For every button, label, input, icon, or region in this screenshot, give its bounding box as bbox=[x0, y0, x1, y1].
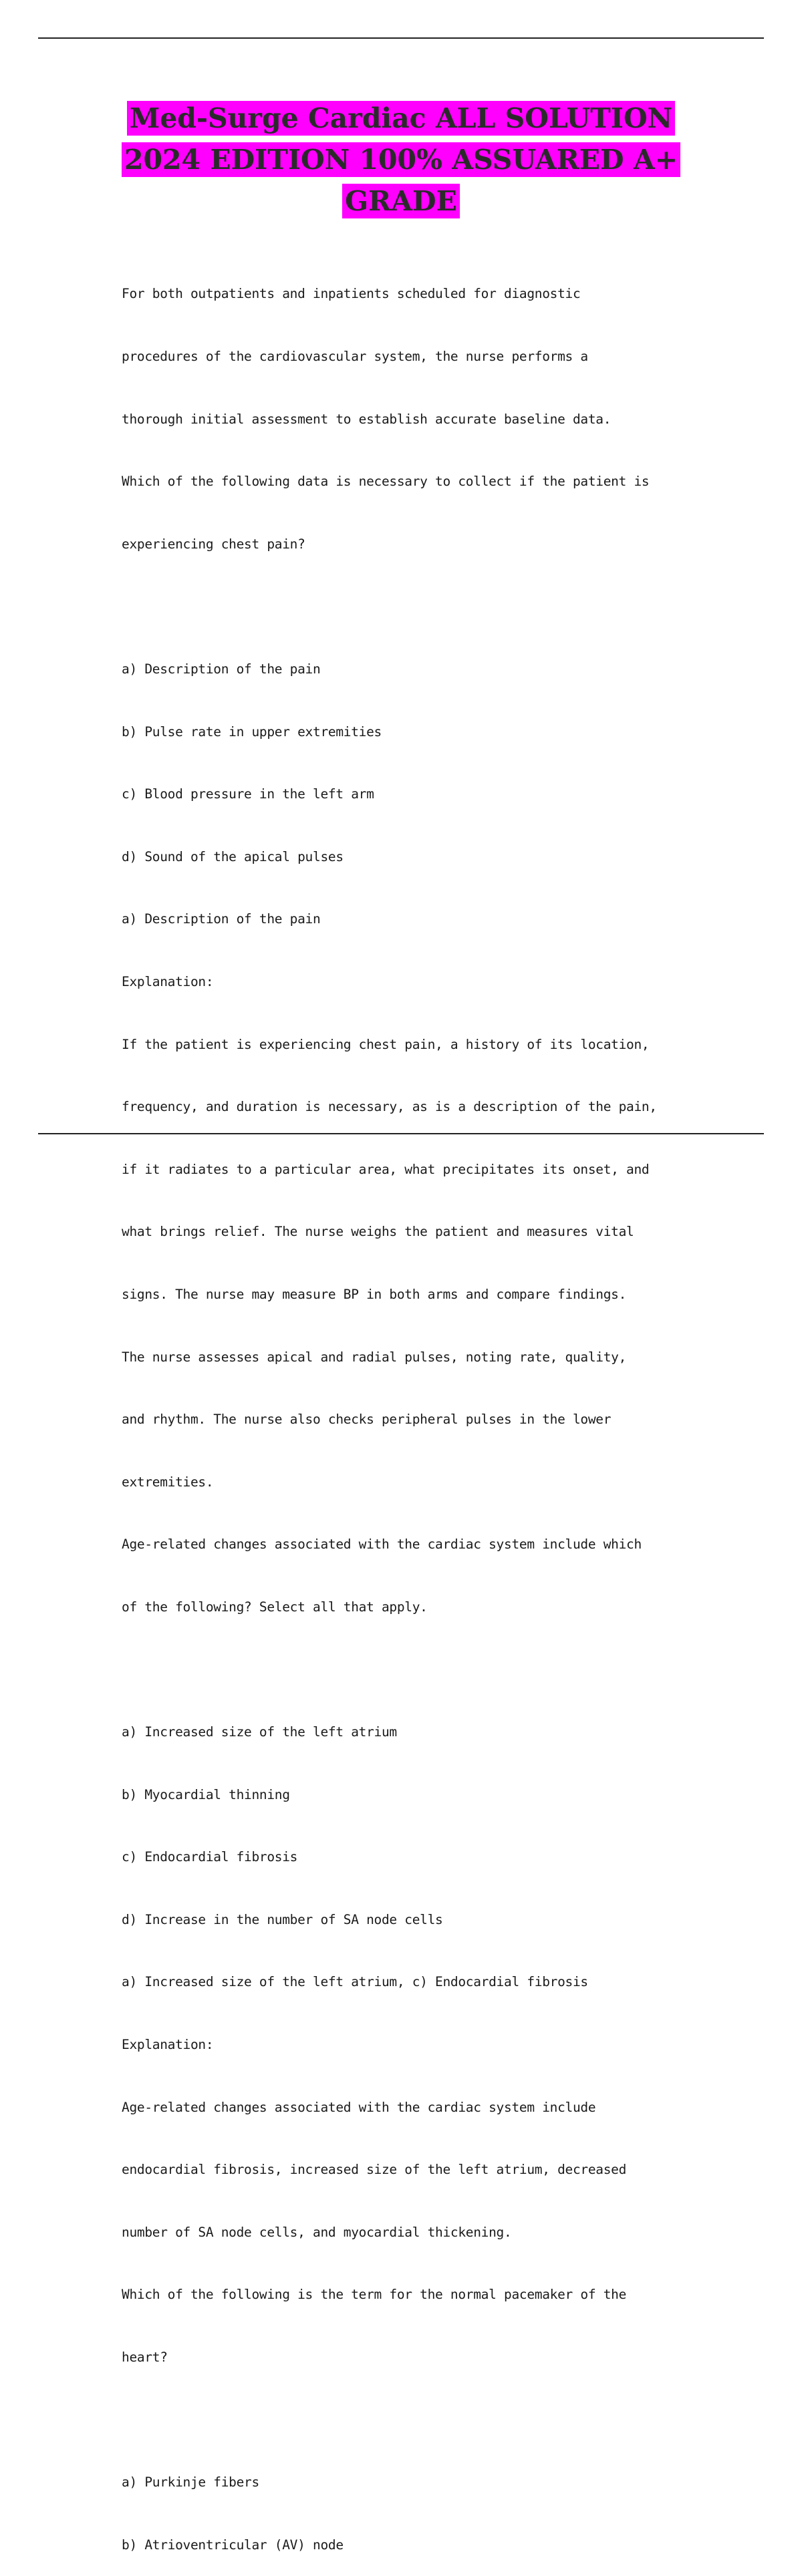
answer-option: b) Pulse rate in upper extremities bbox=[122, 723, 382, 740]
text-line: For both outpatients and inpatients scheduled for diagnostic bbox=[122, 286, 581, 302]
blank-line bbox=[122, 1659, 710, 1679]
explanation-label: Explanation: bbox=[122, 2037, 214, 2053]
answer-option: c) Endocardial fibrosis bbox=[122, 1849, 298, 1865]
text-line: Age-related changes associated with the cardiac system include which bbox=[122, 1537, 642, 1553]
title-line-3: GRADE bbox=[342, 184, 460, 218]
answer-option: a) Description of the pain bbox=[122, 661, 321, 677]
text-line: Which of the following is the term for the normal pacemaker of the bbox=[122, 2287, 627, 2303]
answer-option: c) Blood pressure in the left arm bbox=[122, 786, 374, 802]
answer-option: a) Purkinje fibers bbox=[122, 2474, 259, 2490]
bottom-rule bbox=[38, 1133, 764, 1134]
text-line: and rhythm. The nurse also checks peripheral pulses in the lower bbox=[122, 1412, 612, 1428]
top-rule bbox=[38, 37, 764, 39]
answer-option: d) Increase in the number of SA node cells bbox=[122, 1911, 443, 1927]
blank-line bbox=[122, 596, 710, 617]
document-title bbox=[100, 98, 702, 222]
text-line: Age-related changes associated with the cardiac system include bbox=[122, 2099, 596, 2115]
answer-option: b) Atrioventricular (AV) node bbox=[122, 2537, 344, 2553]
answer-option: d) Sound of the apical pulses bbox=[122, 848, 344, 864]
text-line: number of SA node cells, and myocardial thickening. bbox=[122, 2224, 512, 2240]
correct-answer: a) Increased size of the left atrium, c) Endocardial fibrosis bbox=[122, 1974, 588, 1990]
text-line: signs. The nurse may measure BP in both arms and compare findings. bbox=[122, 1286, 627, 1302]
text-line: heart? bbox=[122, 2350, 168, 2365]
text-line: extremities. bbox=[122, 1474, 214, 1490]
text-line: frequency, and duration is necessary, as is a description of the pain, bbox=[122, 1099, 657, 1115]
blank-line bbox=[122, 2410, 710, 2430]
answer-option: b) Myocardial thinning bbox=[122, 1786, 290, 1802]
text-line: thorough initial assessment to establish accurate baseline data. bbox=[122, 411, 612, 427]
correct-answer: a) Description of the pain bbox=[122, 911, 321, 927]
title-line-2: 2024 EDITION 100% ASSUARED A+ bbox=[122, 142, 680, 177]
text-line: what brings relief. The nurse weighs the patient and measures vital bbox=[122, 1224, 634, 1240]
title-line-1: Med-Surge Cardiac ALL SOLUTION bbox=[127, 101, 675, 136]
text-line: procedures of the cardiovascular system, the nurse performs a bbox=[122, 349, 588, 364]
text-line: of the following? Select all that apply. bbox=[122, 1599, 428, 1615]
text-line: The nurse assesses apical and radial pulses, noting rate, quality, bbox=[122, 1349, 627, 1365]
answer-option: a) Increased size of the left atrium bbox=[122, 1724, 397, 1740]
document-body bbox=[122, 242, 710, 2576]
text-line: If the patient is experiencing chest pain, a history of its location, bbox=[122, 1036, 650, 1052]
text-line: endocardial fibrosis, increased size of the left atrium, decreased bbox=[122, 2162, 627, 2178]
text-line: Which of the following data is necessary to collect if the patient is bbox=[122, 474, 650, 490]
explanation-label: Explanation: bbox=[122, 973, 214, 989]
text-line: if it radiates to a particular area, what precipitates its onset, and bbox=[122, 1161, 650, 1177]
text-line: experiencing chest pain? bbox=[122, 536, 305, 552]
